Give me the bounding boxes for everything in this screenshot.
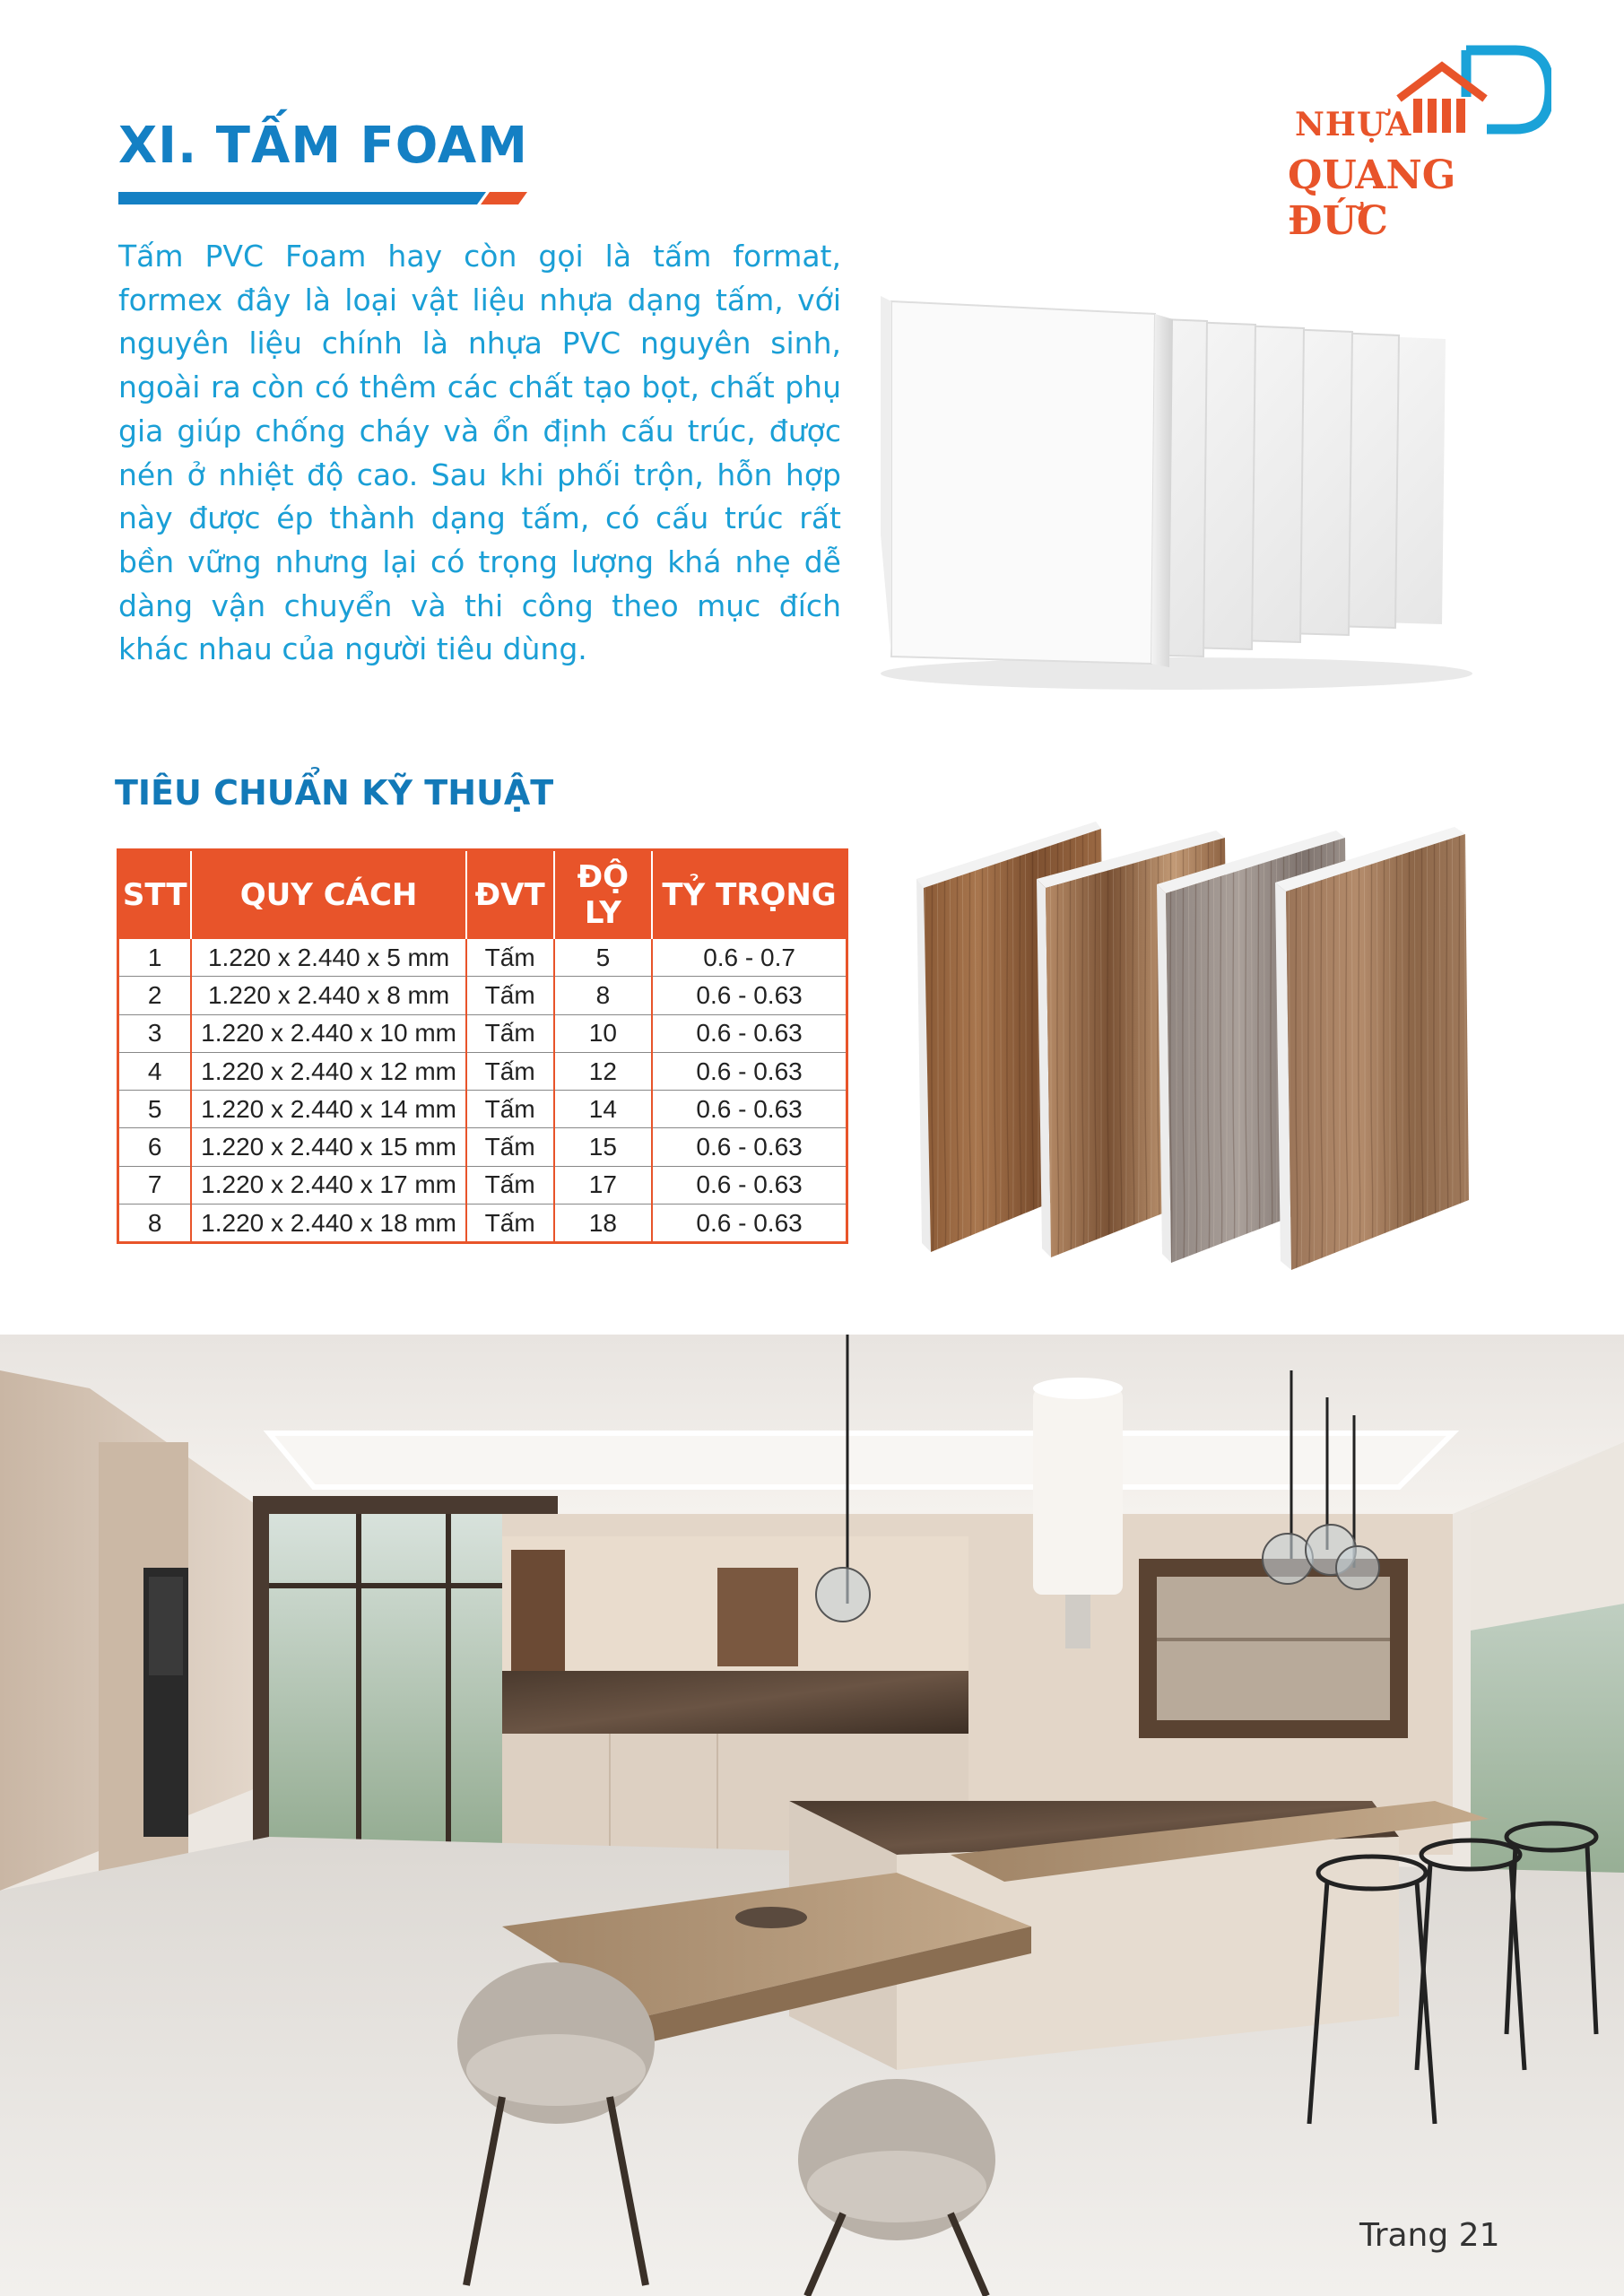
spec-table — [117, 848, 848, 1244]
cell-unit: Tấm — [466, 939, 554, 977]
kitchen-interior-photo — [0, 1335, 1624, 2296]
cell-density: 0.6 - 0.63 — [652, 1014, 847, 1052]
cell-stt: 7 — [118, 1166, 192, 1204]
cell-thickness: 15 — [554, 1128, 653, 1166]
cell-unit: Tấm — [466, 1166, 554, 1204]
table-row — [118, 1091, 847, 1128]
cell-unit: Tấm — [466, 1014, 554, 1052]
cell-spec: 1.220 x 2.440 x 15 mm — [191, 1128, 465, 1166]
logo-line1: NHỰA — [1295, 106, 1412, 144]
page-number: Trang 21 — [1359, 2217, 1500, 2254]
col-header: QUY CÁCH — [191, 850, 465, 940]
table-row — [118, 1205, 847, 1243]
cell-stt: 2 — [118, 977, 192, 1014]
cell-stt: 8 — [118, 1205, 192, 1243]
cell-density: 0.6 - 0.63 — [652, 1052, 847, 1090]
cell-stt: 3 — [118, 1014, 192, 1052]
cell-spec: 1.220 x 2.440 x 8 mm — [191, 977, 465, 1014]
table-row — [118, 939, 847, 977]
cell-spec: 1.220 x 2.440 x 17 mm — [191, 1166, 465, 1204]
cell-unit: Tấm — [466, 1052, 554, 1090]
foam-board-stack-image — [854, 265, 1472, 696]
cell-thickness: 8 — [554, 977, 653, 1014]
cell-density: 0.6 - 0.63 — [652, 1091, 847, 1128]
cell-thickness: 17 — [554, 1166, 653, 1204]
cell-thickness: 5 — [554, 939, 653, 977]
page-title: XI. TẤM FOAM — [118, 117, 528, 175]
spec-heading: TIÊU CHUẨN KỸ THUẬT — [115, 773, 554, 813]
cell-unit: Tấm — [466, 1205, 554, 1243]
company-logo — [1282, 43, 1551, 244]
cell-density: 0.6 - 0.63 — [652, 977, 847, 1014]
table-row — [118, 1128, 847, 1166]
cell-unit: Tấm — [466, 1128, 554, 1166]
cell-thickness: 12 — [554, 1052, 653, 1090]
intro-paragraph: Tấm PVC Foam hay còn gọi là tấm format, formex đây là loại vật liệu nhựa dạng tấm, với nguyên liệu chính là nhựa PVC nguyên sinh, ngoài ra còn có thêm các chất tạo bọt, chất phụ gia giúp chống cháy và ổn định cấu trúc, được nén ở nhiệt độ cao. Sau khi phối trộn, hỗn hợp này được ép thành dạng tấm, có cấu trúc rất bền vững nhưng lại có trọng lượng khá nhẹ dễ dàng vận chuyển và thi công theo mục đích khác nhau của người tiêu dùng. — [118, 239, 841, 667]
table-row — [118, 1014, 847, 1052]
cell-stt: 1 — [118, 939, 192, 977]
cell-thickness: 14 — [554, 1091, 653, 1128]
cell-stt: 6 — [118, 1128, 192, 1166]
cell-unit: Tấm — [466, 977, 554, 1014]
cell-density: 0.6 - 0.63 — [652, 1166, 847, 1204]
spec-table-header — [118, 850, 847, 940]
cell-density: 0.6 - 0.63 — [652, 1128, 847, 1166]
col-header: TỶ TRỌNG — [652, 850, 847, 940]
col-header: ĐỘ LY — [554, 850, 653, 940]
cell-thickness: 10 — [554, 1014, 653, 1052]
wood-grain-board-samples-image — [866, 786, 1476, 1288]
logo-line2: QUANG ĐỨC — [1288, 152, 1456, 244]
table-row — [118, 1052, 847, 1090]
cell-unit: Tấm — [466, 1091, 554, 1128]
col-header: STT — [118, 850, 192, 940]
cell-spec: 1.220 x 2.440 x 12 mm — [191, 1052, 465, 1090]
table-row — [118, 1166, 847, 1204]
cell-density: 0.6 - 0.7 — [652, 939, 847, 977]
cell-stt: 4 — [118, 1052, 192, 1090]
cell-spec: 1.220 x 2.440 x 18 mm — [191, 1205, 465, 1243]
cell-spec: 1.220 x 2.440 x 5 mm — [191, 939, 465, 977]
cell-density: 0.6 - 0.63 — [652, 1205, 847, 1243]
cell-thickness: 18 — [554, 1205, 653, 1243]
col-header: ĐVT — [466, 850, 554, 940]
cell-stt: 5 — [118, 1091, 192, 1128]
title-underline — [118, 192, 527, 204]
cell-spec: 1.220 x 2.440 x 10 mm — [191, 1014, 465, 1052]
cell-spec: 1.220 x 2.440 x 14 mm — [191, 1091, 465, 1128]
table-row — [118, 977, 847, 1014]
